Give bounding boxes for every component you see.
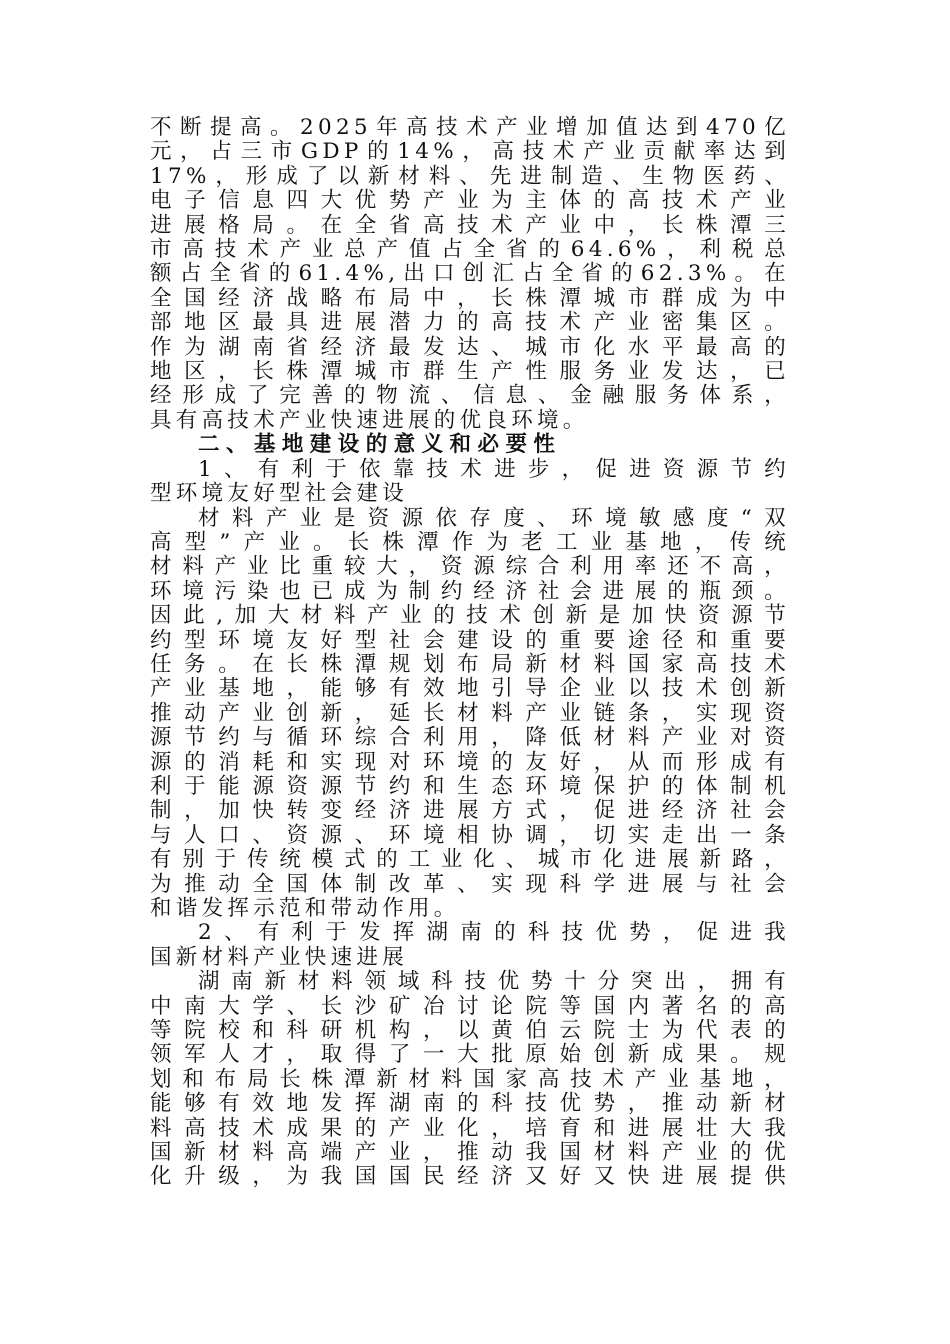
paragraph-1-line: 进展格局。在全省高技术产业中，长株潭三 bbox=[150, 212, 790, 238]
paragraph-2-line: 高型”产业。长株潭作为老工业基地，传统 bbox=[150, 529, 790, 555]
section-heading: 二、基地建设的意义和必要性 bbox=[198, 432, 562, 458]
paragraph-3-line: 划和布局长株潭新材料国家高技术产业基地， bbox=[150, 1066, 790, 1092]
paragraph-2-line: 源节约与循环综合利用，降低材料产业对资 bbox=[150, 725, 790, 751]
sub-heading-2-line: 2、有利于发挥湖南的科技优势，促进我 bbox=[198, 920, 790, 946]
paragraph-1-line: 17%，形成了以新材料、先进制造、生物医药、 bbox=[150, 163, 790, 189]
paragraph-1-line: 部地区最具进展潜力的高技术产业密集区。 bbox=[150, 310, 790, 336]
paragraph-2-line: 任务。在长株潭规划布局新材料国家高技术 bbox=[150, 651, 790, 677]
paragraph-1-line: 具有高技术产业快速进展的优良环境。 bbox=[150, 407, 589, 433]
paragraph-1-line: 经形成了完善的物流、信息、金融服务体系， bbox=[150, 383, 790, 409]
sub-heading-1-line: 1、有利于依靠技术进步，促进资源节约 bbox=[198, 456, 790, 482]
paragraph-2-line: 约型环境友好型社会建设的重要途径和重要 bbox=[150, 627, 790, 653]
sub-heading-2-line: 国新材料产业快速进展 bbox=[150, 944, 409, 970]
sub-heading-1-line: 型环境友好型社会建设 bbox=[150, 481, 409, 507]
paragraph-2-line: 推动产业创新，延长材料产业链条，实现资 bbox=[150, 700, 790, 726]
paragraph-2-line: 和谐发挥示范和带动作用。 bbox=[150, 896, 460, 921]
paragraph-1-line: 全国经济战略布局中，长株潭城市群成为中 bbox=[150, 285, 790, 311]
paragraph-3-line: 国新材料高端产业，推动我国材料产业的优 bbox=[150, 1140, 790, 1166]
paragraph-2-line: 产业基地，能够有效地引导企业以技术创新 bbox=[150, 676, 790, 702]
paragraph-1-line: 电子信息四大优势产业为主体的高技术产业 bbox=[150, 188, 790, 214]
paragraph-1-line: 元，占三市GDP的14%，高技术产业贡献率达到 bbox=[150, 139, 790, 165]
paragraph-2-line: 为推动全国体制改革、实现科学进展与社会 bbox=[150, 871, 790, 897]
paragraph-2-line: 材料产业是资源依存度、环境敏感度“双 bbox=[198, 505, 790, 531]
paragraph-1-line: 市高技术产业总产值占全省的64.6%，利税总 bbox=[150, 237, 790, 263]
paragraph-1-line: 不断提高。2025年高技术产业增加值达到470亿 bbox=[150, 115, 790, 140]
paragraph-3-line: 料高技术成果的产业化，培育和进展壮大我 bbox=[150, 1115, 790, 1141]
paragraph-2-line: 与人口、资源、环境相协调，切实走出一条 bbox=[150, 822, 790, 848]
paragraph-3-line: 等院校和科研机构，以黄伯云院士为代表的 bbox=[150, 1018, 790, 1044]
paragraph-3-line: 领军人才，取得了一大批原始创新成果。规 bbox=[150, 1042, 790, 1068]
paragraph-2-line: 材料产业比重较大，资源综合利用率还不高， bbox=[150, 554, 790, 580]
paragraph-2-line: 源的消耗和实现对环境的友好，从而形成有 bbox=[150, 749, 790, 775]
body-text bbox=[150, 116, 790, 1190]
paragraph-2-line: 利于能源资源节约和生态环境保护的体制机 bbox=[150, 773, 790, 799]
paragraph-3-line: 化升级，为我国国民经济又好又快进展提供 bbox=[150, 1164, 790, 1190]
paragraph-1-line: 作为湖南省经济最发达、城市化水平最高的 bbox=[150, 334, 790, 360]
paragraph-3-line: 湖南新材料领域科技优势十分突出，拥有 bbox=[198, 969, 790, 995]
paragraph-3-line: 能够有效地发挥湖南的科技优势，推动新材 bbox=[150, 1091, 790, 1117]
paragraph-2-line: 有别于传统模式的工业化、城市化进展新路， bbox=[150, 847, 790, 873]
paragraph-1-line: 地区，长株潭城市群生产性服务业发达，已 bbox=[150, 359, 790, 385]
paragraph-3-line: 中南大学、长沙矿冶讨论院等国内著名的高 bbox=[150, 993, 790, 1019]
paragraph-2-line: 环境污染也已成为制约经济社会进展的瓶颈。 bbox=[150, 578, 790, 604]
paragraph-1-line: 额占全省的61.4%,出口创汇占全省的62.3%。在 bbox=[150, 261, 790, 287]
paragraph-2-line: 因此,加大材料产业的技术创新是加快资源节 bbox=[150, 603, 790, 629]
paragraph-2-line: 制，加快转变经济进展方式，促进经济社会 bbox=[150, 798, 790, 824]
